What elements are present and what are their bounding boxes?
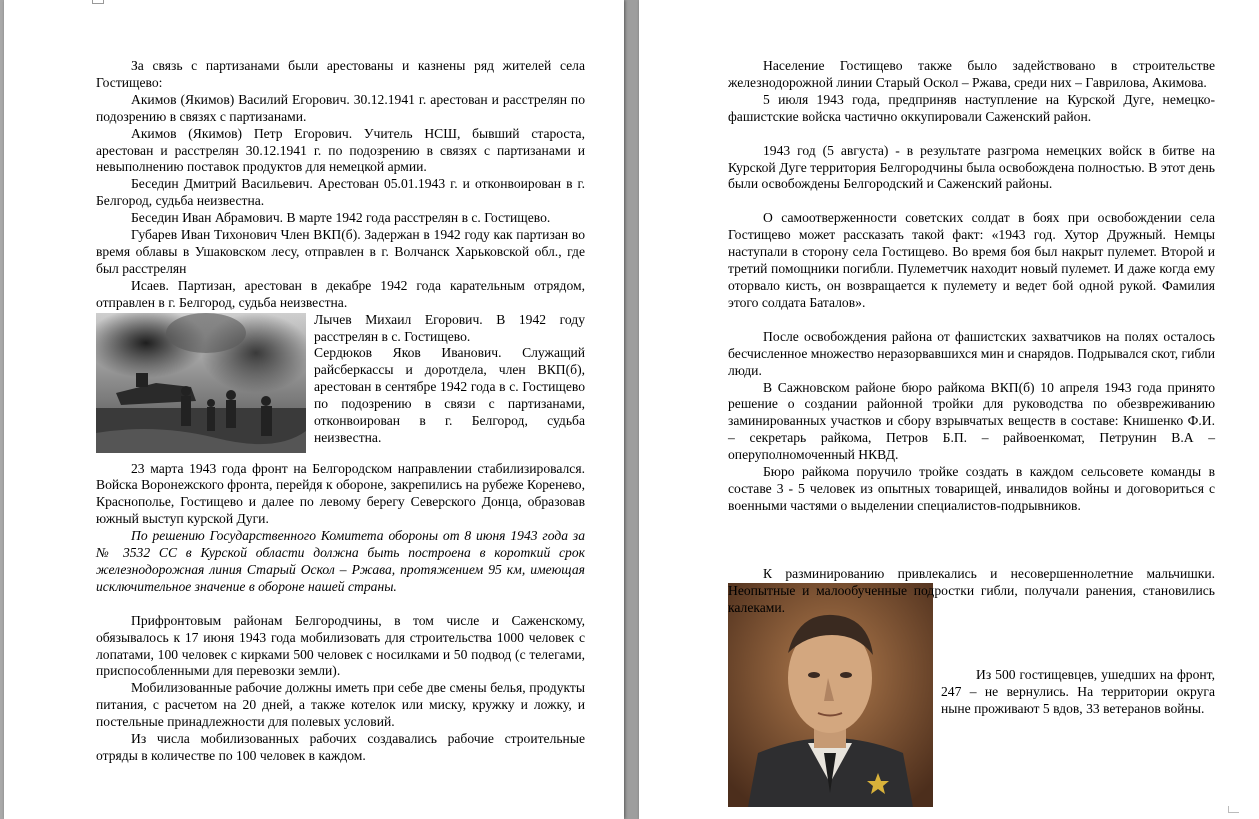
paragraph: Сердюков Яков Иванович. Служащий райсберкассы и доротдела, член ВКП(б), арестован в сентябре 1942 года в с. Гостищево по подозрению в связи с партизанами, отконвоирован в г. Белгород, судьба неизвестна.: [314, 345, 585, 445]
blank-line: [728, 126, 1215, 143]
document-page-left: [4, 0, 624, 819]
paragraph: За связь с партизанами были арестованы и казнены ряд жителей села Гостищево:: [96, 58, 585, 90]
paragraph: Губарев Иван Тихонович Член ВКП(б). Задержан в 1942 году как партизан во время облавы в Ушаковском лесу, отправлен в г. Волчанск Харьковской обл., где был расстрелян: [96, 227, 585, 276]
paragraph: Бюро райкома поручило тройке создать в каждом сельсовете команды в составе 3 - 5 человек из опытных товарищей, инвалидов войны и договориться с военными частями о выделении специалистов-подрывников.: [728, 464, 1215, 513]
paragraph: В Сажновском районе бюро райкома ВКП(б) 10 апреля 1943 года принято решение о создании районной тройки для руководства по обезвреживанию заминированных участков и сбору взрывчатых веществ в составе: Книшенко Ф.И. – секретарь райкома, Петров Б.П. – райвоенкомат, Петрунин В.А – оперуполномоченный НКВД.: [728, 379, 1215, 463]
blank-lines: [728, 515, 1215, 566]
paragraph: Прифронтовым районам Белгородчины, в том числе и Саженскому, обязывалось к 17 июня 1943 года мобилизовать для строительства 1000 человек с лопатами, 100 человек с кирками 500 человек с носилками и 50 подвод (с телегами, приспособленными для перевозки земли).: [96, 612, 585, 679]
soldier-portrait-image: [728, 583, 933, 807]
page-text-right[interactable]: [728, 58, 1215, 815]
paragraph: Из числа мобилизованных рабочих создавались рабочие строительные отряды в количестве по 100 человек в каждом.: [96, 731, 585, 763]
paragraph: После освобождения района от фашистских захватчиков на полях осталось бесчисленное множество неразорвавшихся мин и снарядов. Подрывался скот, гибли люди.: [728, 328, 1215, 378]
paragraph: 5 июля 1943 года, предприняв наступление на Курской Дуге, немецко-фашистские войска частично оккупировали Саженский район.: [728, 91, 1215, 124]
paragraph: Мобилизованные рабочие должны иметь при себе две смены белья, продукты питания, с расчетом на 20 дней, а также котелок или миску, кружку и ложку, и постельные принадлежности для полевых условий.: [96, 680, 585, 730]
paragraph: Исаев. Партизан, арестован в декабре 1942 года карательным отрядом, отправлен в г. Белгород, судьба неизвестна.: [96, 277, 585, 310]
page-text-left[interactable]: [96, 58, 585, 765]
paragraph: Лычев Михаил Егорович. В 1942 году расстрелян в с. Гостищево.: [314, 311, 585, 344]
page-corner-mark: [1228, 806, 1239, 813]
paragraph: О самоотверженности советских солдат в боях при освобождении села Гостищево может рассказать такой факт: «1943 год. Хутор Дружный. Немцы наступали в сторону села Гостищево. Во время боя был накрыт пулемет. Второй и третий помощники погибли. Пулеметчик находит новый пулемет. И даже когда ему оторвало кисть, он возвращается к пулемету и ведет бой одной рукой. Фамилия этого солдата Баталов».: [728, 210, 1215, 310]
page-edge-mark: [92, 0, 104, 4]
war-photo: [96, 313, 306, 458]
paragraph: Акимов (Якимов) Петр Егорович. Учитель НСШ, бывший староста, арестован и расстрелян 30.12.1941 г. по подозрению в связях с партизанами и невыполнению поставок продуктов для немецкой армии.: [96, 125, 585, 175]
paragraph: К разминированию привлекались и несовершеннолетние мальчишки. Неопытные и малообученные подростки гибли, получали ранения, становились калеками.: [728, 565, 1215, 615]
paragraph: Население Гостищево также было задействовано в строительстве железнодорожной линии Старый Оскол – Ржава, среди них – Гаврилова, Акимова.: [728, 58, 1215, 90]
paragraph: Беседин Иван Абрамович. В марте 1942 года расстрелян в с. Гостищево.: [131, 210, 551, 226]
blank-line: [728, 312, 1215, 329]
paragraph-italic: По решению Государственного Комитета обороны от 8 июня 1943 года за № 3532 СС в Курской области должна быть построена в короткий срок железнодорожная линия Старый Оскол – Ржава, протяжением 95 км, имеющая исключительное значение в обороне нашей страны.: [96, 528, 585, 594]
paragraph: Из 500 гостищевцев, ушедших на фронт, 247 – не вернулись. На территории округа ныне проживают 5 вдов, 33 ветеранов войны.: [941, 667, 1215, 717]
document-page-right: [639, 0, 1259, 819]
paragraph: 23 марта 1943 года фронт на Белгородском направлении стабилизировался. Войска Воронежского фронта, перейдя к обороне, закрепились на рубеже Кореневo, Краснополье, Гостищево и далее по левому берегу Северского Донца, образовав южный выступ курской Дуги.: [96, 460, 585, 527]
page-gap: [624, 0, 639, 819]
portrait: [728, 582, 933, 812]
battle-scene-image: [96, 313, 306, 453]
paragraph: 1943 год (5 августа) - в результате разгрома немецких войск в битве на Курской Дуге территория Белгородчины была освобождена полностью. В этот день были освобождены Белгородский и Саженский районы.: [728, 142, 1215, 192]
blank-line: [96, 596, 585, 613]
paragraph: Беседин Дмитрий Васильевич. Арестован 05.01.1943 г. и отконвоирован в г. Белгород, судьба неизвестна.: [96, 176, 585, 209]
blank-line: [728, 193, 1215, 210]
paragraph: Акимов (Якимов) Василий Егорович. 30.12.1941 г. арестован и расстрелян по подозрению в связях с партизанами.: [96, 91, 585, 124]
